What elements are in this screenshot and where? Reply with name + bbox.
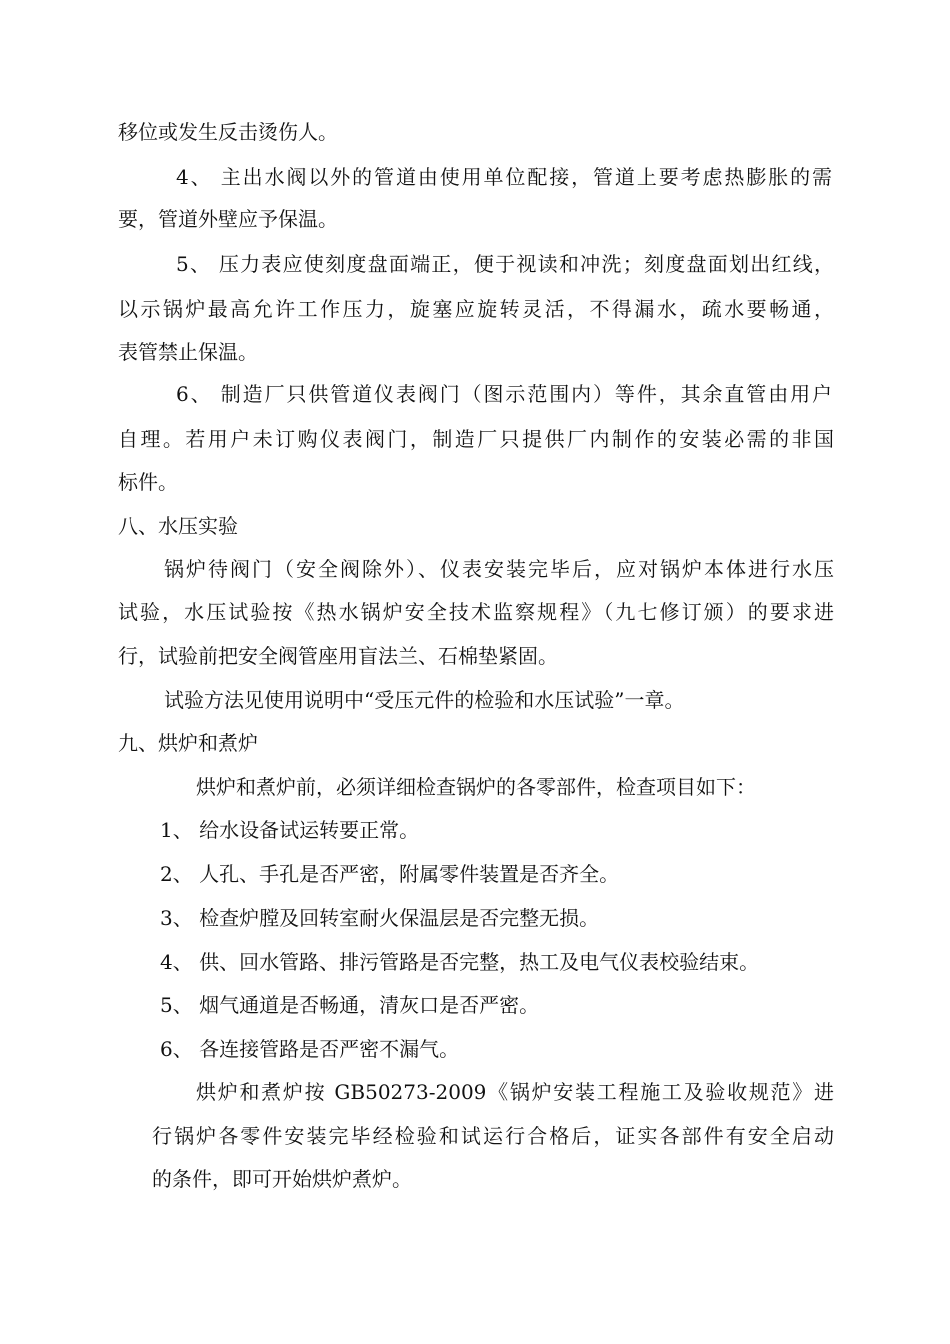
text-line: 移位或发生反击烫伤人。: [118, 120, 338, 144]
text-line: 烘炉和煮炉按 GB50273-2009《锅炉安装工程施工及验收规范》进: [196, 1080, 834, 1104]
text-line: 表管禁止保温。: [118, 340, 258, 364]
list-item: 1、 给水设备试运转要正常。: [160, 818, 420, 842]
text-line: 行锅炉各零件安装完毕经检验和试运行合格后，证实各部件有安全启动: [152, 1124, 834, 1148]
text-line: 烘炉和煮炉前，必须详细检查锅炉的各零部件，检查项目如下：: [196, 775, 756, 799]
list-item: 5、 烟气通道是否畅通，清灰口是否严密。: [160, 993, 540, 1017]
text-line: 以示锅炉最高允许工作压力，旋塞应旋转灵活，不得漏水，疏水要畅通，: [118, 297, 834, 321]
text-line: 锅炉待阀门（安全阀除外）、仪表安装完毕后，应对锅炉本体进行水压: [164, 557, 834, 581]
text-line: 行，试验前把安全阀管座用盲法兰、石棉垫紧固。: [118, 644, 558, 668]
section-heading: 八、水压实验: [118, 514, 238, 538]
text-line: 自理。若用户未订购仪表阀门，制造厂只提供厂内制作的安装必需的非国: [118, 427, 834, 451]
text-line: 要，管道外壁应予保温。: [118, 207, 338, 231]
text-line: 的条件，即可开始烘炉煮炉。: [152, 1167, 412, 1191]
text-line: 试验，水压试验按《热水锅炉安全技术监察规程》（九七修订颁）的要求进: [118, 600, 834, 624]
text-line: 6、 制造厂只供管道仪表阀门（图示范围内）等件，其余直管由用户: [176, 382, 832, 406]
list-item: 2、 人孔、手孔是否严密，附属零件装置是否齐全。: [160, 862, 620, 886]
section-heading: 九、烘炉和煮炉: [118, 731, 258, 755]
list-item: 6、 各连接管路是否严密不漏气。: [160, 1037, 460, 1061]
list-item: 4、 供、回水管路、排污管路是否完整，热工及电气仪表校验结束。: [160, 950, 760, 974]
text-line: 5、 压力表应使刻度盘面端正，便于视读和冲洗；刻度盘面划出红线，: [176, 252, 834, 276]
text-line: 试验方法见使用说明中“受压元件的检验和水压试验”一章。: [164, 688, 685, 712]
text-line: 标件。: [118, 470, 178, 494]
text-line: 4、 主出水阀以外的管道由使用单位配接，管道上要考虑热膨胀的需: [176, 165, 832, 189]
list-item: 3、 检查炉膛及回转室耐火保温层是否完整无损。: [160, 906, 600, 930]
